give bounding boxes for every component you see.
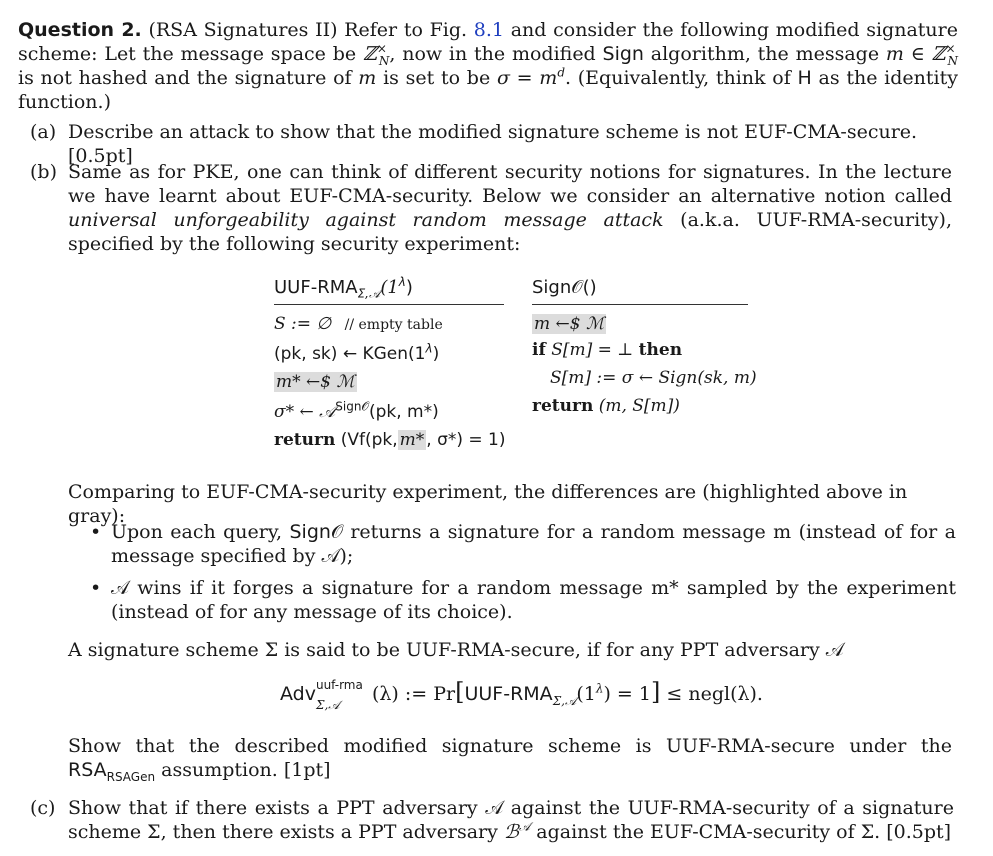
game-right-line-3: S[m] := σ ← Sign(sk, m) [550, 368, 757, 388]
bullet-1-post: returns a signature for a random message m (instead of for a message specified by 𝒜); [111, 521, 956, 567]
game-right-line-4 [532, 394, 680, 418]
formula-game: UUF-RMA [464, 683, 553, 705]
sign-word: Sign [602, 43, 644, 65]
game-left-title-arg: (1 [380, 277, 399, 298]
ref-text: Refer to Fig. [344, 19, 468, 41]
game-left-line-1-code: S := ∅ [274, 314, 332, 334]
formula-game-sub: Σ,𝒜 [552, 693, 577, 708]
formula-bracket-close: ] [650, 678, 661, 706]
part-b-emph: universal unforgeability against random message attack [68, 209, 664, 231]
game-left-title-sub: Σ,𝒜 [357, 286, 381, 301]
game-left-line-2-end: ) [432, 344, 440, 364]
list-item [90, 576, 956, 624]
show-rsa-sub: RSAGen [106, 769, 156, 784]
show-rsa: RSA [68, 759, 107, 781]
game-left-line-5-pre: (Vf(pk, [340, 430, 398, 450]
part-b-text-2: (a.k.a. UUF-RMA-security), specified by the following security experiment: [68, 209, 952, 255]
game-left-line-5-kw: return [274, 430, 336, 450]
set-symbol-2: ℤ [931, 43, 946, 65]
show-text-pre: Show that the described modified signature scheme is UUF-RMA-secure under the [68, 735, 952, 757]
hash-symbol: H [797, 67, 812, 89]
game-left-line-1 [274, 312, 443, 337]
game-right-line-2-kw: if [532, 340, 546, 360]
figure-link[interactable]: 8.1 [473, 19, 504, 41]
part-b [30, 160, 952, 256]
game-right-title: Sign𝒪() [532, 276, 748, 305]
game-left-title [274, 276, 504, 305]
formula-game-end: ) = 1 [603, 683, 651, 705]
show-text [68, 734, 952, 782]
advantage-formula [280, 678, 763, 712]
game-left-line-5-post: , σ*) = 1) [426, 430, 506, 450]
formula-end: ≤ negl(λ). [660, 683, 763, 705]
intro-text-7: as the identity function.) [18, 67, 958, 113]
game-right-line-4-rest: (m, S[m]) [598, 396, 680, 416]
game-left-line-4-post: (pk, m*) [368, 402, 439, 422]
game-left-title-end: ) [405, 277, 413, 298]
set-sub: N [378, 53, 390, 68]
part-b-label: (b) [30, 161, 57, 183]
set-sup-2: × [945, 41, 956, 56]
part-c-text-post: against the EUF-CMA-security of Σ. [0.5pt] [536, 821, 952, 843]
game-left-line-2 [274, 342, 439, 366]
intro-text-4: is not hashed and the signature of [18, 67, 352, 89]
game-left-line-1-comment: // empty table [344, 317, 443, 333]
part-a-text: Describe an attack to show that the modified signature scheme is not EUF-CMA-secure. [0.5pt] [68, 121, 918, 167]
game-right-line-2-kw2: then [638, 340, 683, 360]
game-right-line-2-mid: S[m] = ⊥ [551, 340, 634, 360]
bullet-1-pre: Upon each query, [111, 521, 283, 543]
set-sub-2: N [947, 53, 959, 68]
game-left-line-5-gray: m* [399, 430, 425, 450]
part-c-text [68, 796, 954, 844]
formula-mid: (λ) := Pr [371, 683, 456, 705]
question-topic: (RSA Signatures II) [148, 19, 338, 41]
formula-adv-sub: Σ,𝒜 [315, 698, 340, 712]
part-a-label: (a) [30, 121, 57, 143]
game-right-line-4-kw: return [532, 396, 594, 416]
game-right-line-1 [532, 312, 606, 336]
formula-game-arg: (1 [576, 683, 596, 705]
part-c-B-sup: 𝒜 [518, 819, 531, 834]
definition-text: A signature scheme Σ is said to be UUF-RMA-secure, if for any PPT adversary 𝒜 [68, 639, 844, 661]
var-m: m [885, 43, 904, 65]
var-m-2: m [358, 67, 377, 89]
part-c-text-pre: Show that if there exists a PPT adversary 𝒜 against the UUF-RMA-security of a signature scheme Σ, then there exists a PPT adversary [68, 797, 954, 843]
in-symbol: ∈ [910, 43, 925, 65]
game-left-line-4-pre: σ* ← 𝒜 [274, 402, 336, 422]
part-b-text [68, 160, 952, 256]
bullet-2-symbol: • [90, 577, 102, 599]
game-sign-oracle [532, 276, 757, 416]
game-right-line-2 [532, 338, 682, 362]
intro-text-6: . (Equivalently, think of [565, 67, 791, 89]
game-left-line-2-sup: λ [425, 341, 433, 356]
formula-bracket-open: [ [455, 678, 465, 706]
show-text-post: assumption. [1pt] [161, 759, 331, 781]
exp-d: d [557, 65, 565, 80]
game-left-line-2-code: (pk, sk) ← KGen(1 [274, 344, 426, 364]
part-c [30, 796, 954, 844]
list-item [90, 520, 956, 568]
game-left-line-3-code: m* ←$ ℳ [276, 372, 355, 392]
game-left-line-4 [274, 400, 439, 424]
formula-adv: Adv [280, 683, 316, 705]
game-left-line-5 [274, 428, 505, 452]
compare-text: Comparing to EUF-CMA-security experiment, the differences are (highlighted above in gray): [68, 481, 908, 527]
question-intro [18, 18, 958, 114]
intro-text: and consider the following modified signature scheme: Let the message space be [18, 19, 958, 65]
intro-text-3: algorithm, the message [650, 43, 880, 65]
bullet-1-oracle: Sign𝒪 [289, 521, 343, 543]
game-left-title-name: UUF-RMA [274, 277, 358, 298]
intro-text-5: is set to be [383, 67, 491, 89]
bullet-1-symbol: • [90, 521, 102, 543]
game-left-title-sup: λ [398, 275, 406, 289]
formula-game-sup: λ [595, 681, 604, 696]
part-c-B: ℬ [503, 821, 519, 843]
game-left-line-3 [274, 370, 357, 394]
set-sup: × [376, 41, 387, 56]
part-c-label: (c) [30, 797, 56, 819]
intro-text-2: , now in the modified [389, 43, 596, 65]
bullet-2-text: 𝒜 wins if it forges a signature for a random message m* sampled by the experiment (instead of for any message of its choice). [111, 577, 956, 623]
game-uuf-rma [274, 275, 506, 450]
bullet-1-text [111, 520, 956, 568]
sigma-eq: σ = m [496, 67, 558, 89]
part-b-text-1: Same as for PKE, one can think of different security notions for signatures. In the lecture we have learnt about EUF-CMA-security. Below we consider an alternative notion called [68, 161, 952, 207]
set-symbol: ℤ [362, 43, 377, 65]
game-right-line-1-code: m ←$ ℳ [534, 314, 605, 334]
question-number: Question 2. [18, 19, 142, 41]
difference-list [90, 520, 956, 624]
formula-adv-sup: uuf-rma [315, 678, 363, 692]
game-left-line-4-sup: Sign𝒪 [335, 399, 369, 414]
